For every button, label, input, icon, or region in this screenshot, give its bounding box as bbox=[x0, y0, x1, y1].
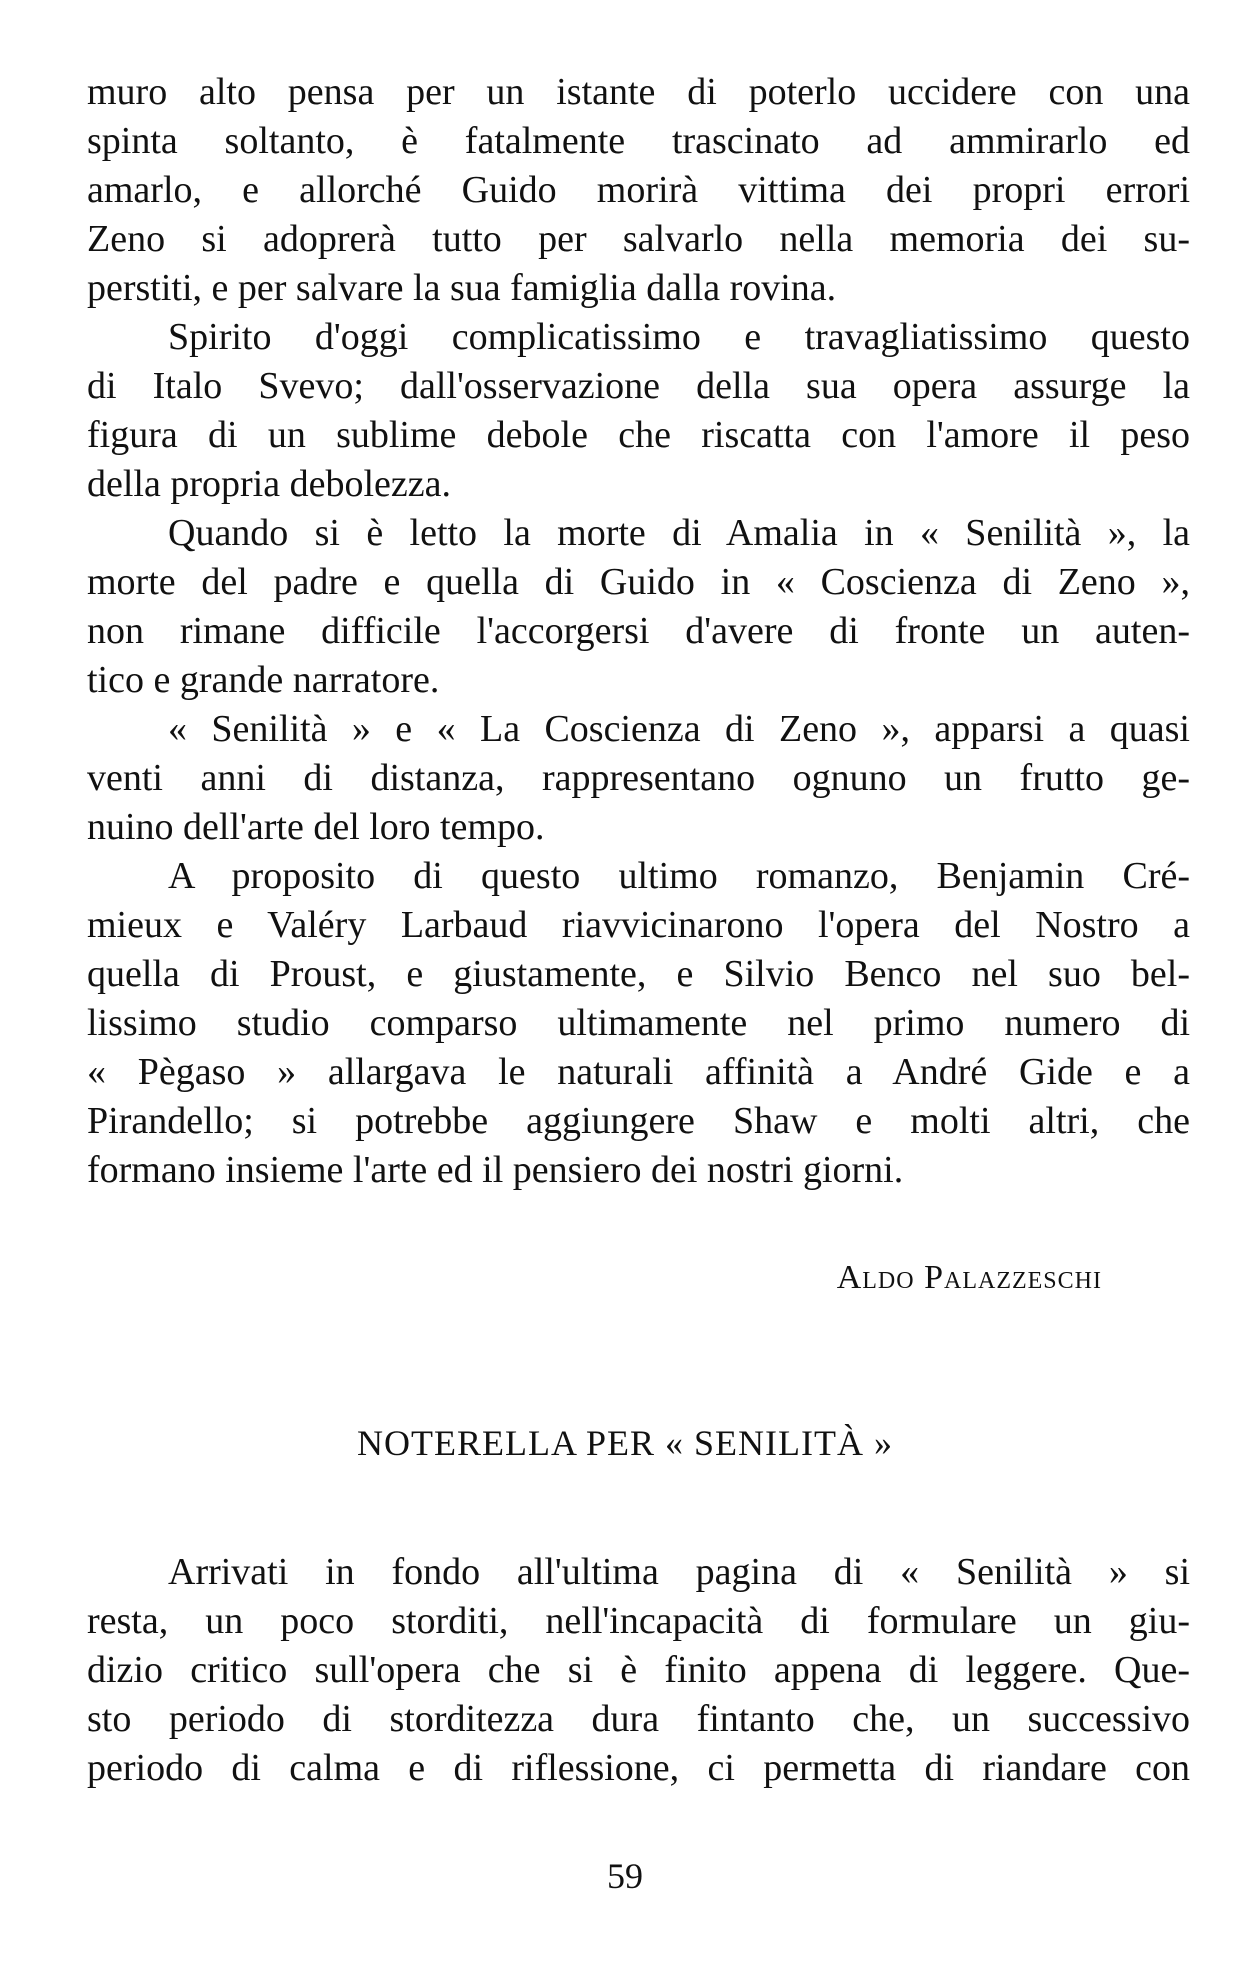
text-line: periodo di calma e di riflessione, ci permetta di riandare con bbox=[87, 1747, 1190, 1789]
text-line: Spirito d'oggi complicatissimo e travagliatissimo questo bbox=[168, 316, 1190, 358]
text-line: quella di Proust, e giustamente, e Silvio Benco nel suo bel- bbox=[87, 953, 1190, 995]
text-line: Arrivati in fondo all'ultima pagina di « Senilità » si bbox=[168, 1551, 1190, 1593]
text-line: Pirandello; si potrebbe aggiungere Shaw e molti altri, che bbox=[87, 1100, 1190, 1142]
text-line: resta, un poco storditi, nell'incapacità di formulare un giu- bbox=[87, 1600, 1190, 1642]
text-line: Quando si è letto la morte di Amalia in « Senilità », la bbox=[168, 512, 1190, 554]
text-line: di Italo Svevo; dall'osservazione della sua opera assurge la bbox=[87, 365, 1190, 407]
text-line: morte del padre e quella di Guido in « Coscienza di Zeno », bbox=[87, 561, 1190, 603]
text-line: lissimo studio comparso ultimamente nel primo numero di bbox=[87, 1002, 1190, 1044]
text-line: nuino dell'arte del loro tempo. bbox=[87, 806, 545, 848]
text-line: « Senilità » e « La Coscienza di Zeno », apparsi a quasi bbox=[168, 708, 1190, 750]
text-line: della propria debolezza. bbox=[87, 463, 451, 505]
text-line: venti anni di distanza, rappresentano ognuno un frutto ge- bbox=[87, 757, 1190, 799]
text-line: A proposito di questo ultimo romanzo, Benjamin Cré- bbox=[168, 855, 1190, 897]
text-line: formano insieme l'arte ed il pensiero dei nostri giorni. bbox=[87, 1149, 904, 1191]
text-line: dizio critico sull'opera che si è finito appena di leggere. Que- bbox=[87, 1649, 1190, 1691]
text-line: tico e grande narratore. bbox=[87, 659, 440, 701]
section-title: NOTERELLA PER « SENILITÀ » bbox=[357, 1423, 893, 1463]
text-line: sto periodo di storditezza dura fintanto che, un successivo bbox=[87, 1698, 1190, 1740]
text-line: « Pègaso » allargava le naturali affinità a André Gide e a bbox=[87, 1051, 1190, 1093]
text-line: perstiti, e per salvare la sua famiglia dalla rovina. bbox=[87, 267, 837, 309]
text-line: figura di un sublime debole che riscatta con l'amore il peso bbox=[87, 414, 1190, 456]
text-line: amarlo, e allorché Guido morirà vittima dei propri errori bbox=[87, 169, 1190, 211]
text-line: Zeno si adoprerà tutto per salvarlo nella memoria dei su- bbox=[87, 218, 1190, 260]
page-number: 59 bbox=[607, 1856, 643, 1896]
text-line: spinta soltanto, è fatalmente trascinato ad ammirarlo ed bbox=[87, 120, 1190, 162]
text-line: non rimane difficile l'accorgersi d'avere di fronte un auten- bbox=[87, 610, 1190, 652]
author-signature: Aldo Palazzeschi bbox=[836, 1259, 1102, 1296]
text-line: mieux e Valéry Larbaud riavvicinarono l'opera del Nostro a bbox=[87, 904, 1190, 946]
text-line: muro alto pensa per un istante di poterlo uccidere con una bbox=[87, 71, 1190, 113]
